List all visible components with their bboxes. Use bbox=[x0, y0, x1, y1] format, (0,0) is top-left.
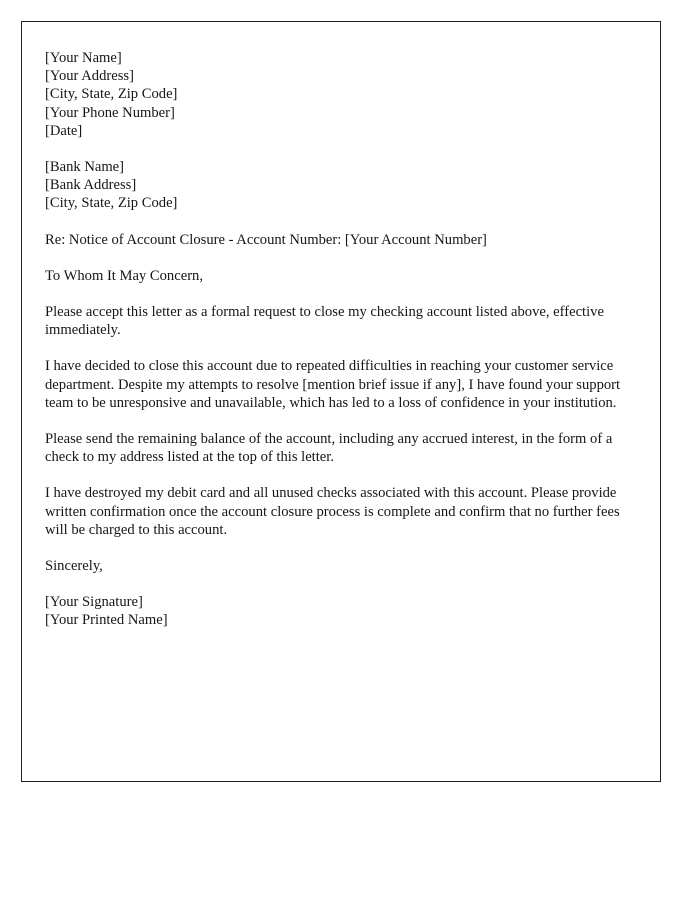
sender-city-state-zip: [City, State, Zip Code] bbox=[45, 86, 178, 103]
recipient-address-block bbox=[45, 158, 627, 213]
recipient-bank-name: [Bank Name] bbox=[45, 159, 125, 176]
salutation: To Whom It May Concern, bbox=[45, 267, 203, 284]
sender-street-address: [Your Address] bbox=[45, 68, 134, 85]
page-bottom-whitespace bbox=[45, 630, 627, 631]
body-paragraph-2: I have decided to close this account due to repeated difficulties in reaching your customer service department. Despite my attempts to resolve [mention brief issue if any], I have found your support team to be unresponsive and unavailable, which has led to a loss of confidence in your institution. bbox=[45, 358, 621, 411]
body-paragraph-1: Please accept this letter as a formal request to close my checking account listed above, effective immediately. bbox=[45, 304, 604, 339]
letter-content-area bbox=[22, 22, 660, 631]
subject-line: Re: Notice of Account Closure - Account Number: [Your Account Number] bbox=[45, 231, 487, 248]
letter-date: [Date] bbox=[45, 122, 83, 139]
closing-salutation: Sincerely, bbox=[45, 558, 103, 575]
body-paragraph-4: I have destroyed my debit card and all unused checks associated with this account. Please provide written confirmation once the account closure process is complete and confirm that no further fees will be charged to this account. bbox=[45, 485, 620, 538]
recipient-bank-address: [Bank Address] bbox=[45, 177, 137, 194]
sender-address-block bbox=[45, 49, 627, 140]
body-paragraph-3: Please send the remaining balance of the account, including any accrued interest, in the form of a check to my address listed at the top of this letter. bbox=[45, 431, 613, 466]
sender-phone-number: [Your Phone Number] bbox=[45, 104, 175, 121]
signature-placeholder: [Your Signature] bbox=[45, 594, 143, 611]
printed-name-placeholder: [Your Printed Name] bbox=[45, 612, 168, 629]
signature-block bbox=[45, 593, 627, 629]
letter-body bbox=[45, 49, 627, 631]
letter-page-sheet bbox=[21, 21, 661, 782]
recipient-city-state-zip: [City, State, Zip Code] bbox=[45, 195, 178, 212]
sender-name: [Your Name] bbox=[45, 50, 122, 66]
